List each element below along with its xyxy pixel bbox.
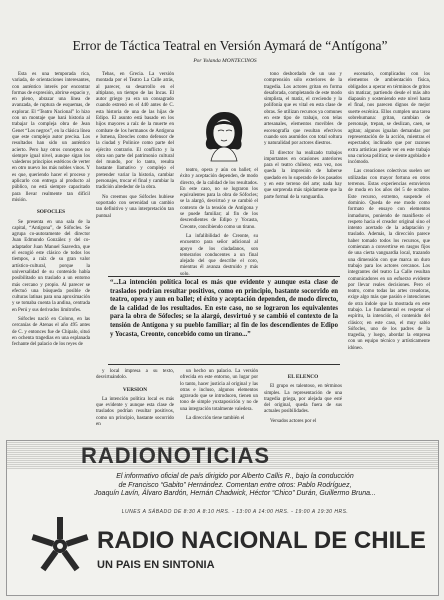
article-column-4-bottom xyxy=(264,369,342,434)
article-column-5 xyxy=(348,72,430,434)
pullquote-rule-top xyxy=(108,276,340,277)
author-portrait-icon xyxy=(199,109,249,161)
radio-nacional-logo-icon xyxy=(29,515,91,577)
paragraph: El director ha realizado trabajos importantes en ocasiones anteriores para el teatro chileno; esta vez, nos queda la impresión de haberse quedado en lo superado de los pasados y en este terreno del arte; nada hay que sorprenda más rápidamente que la parte formal de la vanguardia. xyxy=(264,150,342,200)
pullquote-rule-bottom xyxy=(108,364,340,365)
article-byline: Por Yolanda MONTECINOS xyxy=(193,58,257,64)
paragraph: escenario, complicados con los elementos de ambientación física, obligados a operar en términos de gritos sin matizar, partiendo desde el más alto diapasón y sosteniendo este nivel hasta el final, nos parecen dignos de mejor suerte escénica. Ellos cumplen una tarea sobrehumana: gritan, cambian de personaje, trepan, se deslizan, caen, se agitan; algunos igualan demandas por representación de la acción, mientras el espectador, inclinado que por razones extra artísticas puede ver en este trabajo una curiosa política; se siente agobiado e incómodo. xyxy=(348,72,430,166)
ad-heading: RADIONOTICIAS xyxy=(81,443,270,468)
paragraph: Tebas, en Grecia. La versión montada por el Teatro La Calle atrás, al parecer, su desarrollo en el altiplano, un tiempo de las Incas. El autor griego ya era un consagrado cuando estrenó en el 440 antes de C. esta historia de una de las hijas de Edipo. El asunto está basado en los hijos mayores a raíz de la muerte en combate de los hermanos de Antígona e Ismena, Eteocles como defensor de la ciudad y Polinice como parte del ejército contrario. El conflicto y la obra son parte del patrimonio cultural del mundo, por lo tanto, resulta bastante llamativo y complejo el pretender variar la historia, cambiar personajes, trocar el final y cambiar la tradición alrededor de la obra. xyxy=(96,72,174,191)
article-column-4-top xyxy=(264,72,342,272)
station-slogan: UN PAIS EN SINTONIA xyxy=(97,559,215,571)
article-column-2-bottom xyxy=(96,369,174,434)
station-name: RADIO NACIONAL DE CHILE xyxy=(97,527,426,554)
paragraph: El grupo es talentoso, en términos simples. La representación de una tragedia griega, por alejada que esté del original, queda fuera de sus actuales posibilidades. xyxy=(264,384,342,415)
subheading-version: VERSION xyxy=(122,386,148,393)
article-column-2-top xyxy=(96,72,174,272)
paragraph: La infalibilidad de Creonte, su encuentro para señor adicional al apoyo de los ciudadanos, son temerarios conducentes a un final alejado del que describe el coro, mientras él avanza destruido y más solo. xyxy=(180,233,258,277)
article-column-1 xyxy=(12,72,90,434)
paragraph: Versados actores por el xyxy=(270,418,317,424)
subheading-sofocles: SOFOCLES xyxy=(36,209,66,216)
paragraph: Se presenta en una sala de la capital, “Antígona”, de Sófocles. Se agrupa co-autoramente del director Juan Edmundo González y del co-adaptador Juan Manuel Saavedra, que el escogió este clásico de todos los tiempos, a raíz de su gran valor artístico-cultural, porque la universalidad de su contenido había posibilitado un traslado a un entorno más cercano y propio. Al parecer se efectuó una búsqueda posible de culturas latinas para una aproximación y se tomaba cuenta la andina, centrada en Perú y sus derivados limítrofes. xyxy=(12,219,90,313)
paragraph: y local impresa a su texto, desvirtuándolo. xyxy=(96,369,174,381)
article-title: Error de Táctica Teatral en Versión Aymará de “Antígona” xyxy=(72,38,388,53)
paragraph: tono desbordado de un uso y comprensión sólo exteriores de la tragedia. Los actores gritan en forma desaforada, completando de este modo simplista, el matiz, el creciendo y la polifonía que es vital en esta clase de obras. Se utilizan recursos ya comunes en este tipo de trabajo, con telas artesanales, elementos movibles de escenografía que resultan efectivos cuando son asumidos con total soltura y naturalidad por actores diestros. xyxy=(264,72,342,147)
ad-schedule: LUNES A SÁBADO DE 8:30 A 8:10 HRS. - 13:00 A 14:00 HRS. - 19:00 A 19:30 HRS. xyxy=(121,509,349,515)
paragraph: Las creaciones colectivas suelen ser utilizadas con mayor fortuna en otros terrenos. Estas experiencias estuvieron de moda en los años del 5 de octubre. Este recurso, extremo, suspende el dominio. Queda de ese modo como formato de ensayo con elementos inmaduros, poniendo de manifiesto el respeto hacia el creador original sino el intento acertado de la adaptación y traslado. Además, la dirección parece haber tomado todos los recursos, que comienzan a convertirse en rasgos fijos de una cierta vanguardia local, trazando una dimensión con que marca un duro trabajo para los actores cercanos. Los integrantes del teatro La Calle resultan comunicadores en un esfuerzo evidente por llevar reales decisiones. Pero el teatro, como todas las artes creadoras, exige algo más que pasión e intenciones de otra índole que la mostrada en este trabajo. Lo fundamental es respetar el espíritu, la intención, el contenido del clásico; en este caso, el muy sabio Sófocles, uno de los padres de la tragedia, y luego, abordar la empresa con un equipo técnico y artísticamente idóneo. xyxy=(348,169,430,351)
ad-body-line: de Francisco “Gabito” Hernández. Comentan entre otros: Pablo Rodríguez, xyxy=(118,481,352,489)
paragraph: Esta es una temporada rica, variada, de orientaciones interesantes, con auténtico interés por encontrar formas de expresión, abrirse espacio y, en pleno, abrazar una línea de avanzada, de ruptura de esquemas, de explorar. El “Teatro Nacional” lo hizo con un montaje que hará historia al trabajar la compleja obra de Jean Genet “Los negros”, en la clásica línea que este complejo autor precisa. Los resultados han sido un auténtico acierto. Pero hay otros conceptos no siempre igual nivel, aunque sigan los valederos principios estéticos de verter en otro nuevo los más nobles vinos. Y es que, queriendo hacer el proceso y aplicarlo con entrega al producto al público, no está siempre capacitado para llevar realmente tan difícil misión. xyxy=(12,72,90,203)
article-column-3-bottom xyxy=(180,369,258,434)
radio-advertisement xyxy=(6,440,439,596)
ad-heading-band xyxy=(7,441,438,469)
ad-body xyxy=(65,473,405,499)
paragraph: La dirección tiene también el xyxy=(186,416,245,422)
ad-body-line: El informativo oficial de país dirigido por Alberto Callis R., bajo la conducción xyxy=(116,473,354,480)
pullquote: “...La intención política local es más que evidente y aunque esta clase de traslados podrían resultar positivos, como en principio, bastante socorrido en teatro, opera y aun en ballet; el éxito y aceptación dependen, de modo directo, de la calidad de los resultados. En este caso, no se lograron los equivalentes para la obra de Sófocles; se la alargó, desvirtuó y se cambió el contexto de la tensión de Antígona y su pueblo familiar; al fin de los descendientes de Edipo y Yocasta, Creonte, concebido como un tirano...” xyxy=(110,279,338,338)
paragraph: No creemos que Sófocles hubiese soportado con serenidad un cambio tan definitivo y una interpretación tan puntual xyxy=(96,194,174,219)
subheading-elenco: EL ELENCO xyxy=(287,374,319,380)
paragraph: La intención política local es más que evidente y aunque esta clase de traslados podrían resultar positivos, como un principio, bastante socorrido en xyxy=(96,396,174,428)
ad-body-line: Joaquín Lavín, Álvaro Bardón, Hernán Chadwick, Héctor “Chico” Durán, Guillermo Bruna... xyxy=(94,490,376,498)
paragraph: un hecho un palacio. La versión ofrecida en este entorno, un lugar por lo tanto, hacer justicia al original y las otras e incluso, algunos elementos agravado que se introducen, tienen un tono de simple yuxtaposición y no de una integración totalmente valedera. xyxy=(180,369,258,412)
paragraph: teatro, opera y aún on ballet; el éxito y aceptación dependen, de modo directo, de la calidad de los resultados. En este caso, no se lograron los equivalentes para la obra de Sófocles; se la alargó, desvirtuó y se cambió el contexto de la tensión de Antígona y se puede familiar; al fin de los descendientes de Edipo y Yocasta, Creonte, concibiendo como un tirano. xyxy=(180,168,258,230)
article-column-3-top xyxy=(180,168,258,277)
paragraph: Sófocles nació en Colono, en las cercanías de Atenas el año 495 antes de C. y entonces fue de Chipalo, situó en ochenta tragedias en una esplanada fechante del palacio de los reyes de xyxy=(12,316,90,348)
